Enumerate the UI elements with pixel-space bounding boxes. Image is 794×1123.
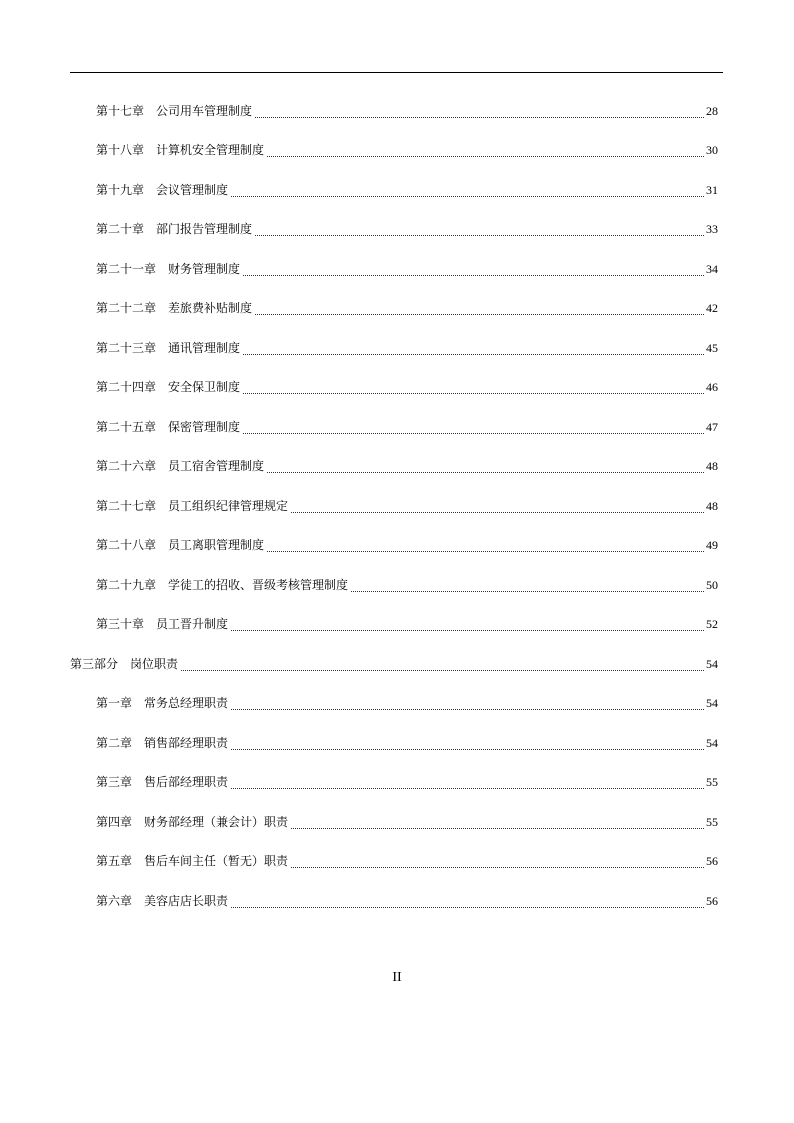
toc-entry-label: 第二十四章 安全保卫制度	[96, 380, 241, 395]
dot-leader	[255, 314, 704, 315]
toc-entry-page-number: 48	[706, 498, 718, 513]
toc-chapter-entry[interactable]	[0, 526, 794, 566]
table-of-contents	[0, 91, 794, 921]
toc-chapter-entry[interactable]	[0, 605, 794, 645]
dot-leader	[255, 117, 704, 118]
dot-leader	[291, 867, 704, 868]
toc-entry-label: 第三章 售后部经理职责	[96, 775, 229, 790]
toc-chapter-entry[interactable]	[0, 802, 794, 842]
toc-entry-label: 第二十一章 财务管理制度	[96, 261, 241, 276]
dot-leader	[255, 235, 704, 236]
toc-entry-label: 第五章 售后车间主任（暂无）职责	[96, 854, 289, 869]
toc-entry-label: 第二章 销售部经理职责	[96, 735, 229, 750]
toc-entry-label: 第四章 财务部经理（兼会计）职责	[96, 814, 289, 829]
toc-chapter-entry[interactable]	[0, 723, 794, 763]
toc-entry-page-number: 55	[706, 775, 718, 790]
toc-entry-page-number: 55	[706, 814, 718, 829]
dot-leader	[231, 196, 704, 197]
dot-leader	[243, 275, 704, 276]
toc-entry-page-number: 54	[706, 696, 718, 711]
toc-entry-label: 第二十三章 通讯管理制度	[96, 340, 241, 355]
toc-entry-page-number: 54	[706, 656, 718, 671]
toc-entry-page-number: 28	[706, 103, 718, 118]
toc-chapter-entry[interactable]	[0, 684, 794, 724]
toc-entry-page-number: 33	[706, 222, 718, 237]
dot-leader	[231, 907, 704, 908]
toc-chapter-entry[interactable]	[0, 447, 794, 487]
toc-chapter-entry[interactable]	[0, 842, 794, 882]
toc-entry-page-number: 52	[706, 617, 718, 632]
toc-entry-page-number: 47	[706, 419, 718, 434]
dot-leader	[291, 828, 704, 829]
toc-entry-page-number: 56	[706, 854, 718, 869]
toc-entry-page-number: 56	[706, 893, 718, 908]
dot-leader	[351, 591, 704, 592]
toc-chapter-entry[interactable]	[0, 170, 794, 210]
toc-chapter-entry[interactable]	[0, 486, 794, 526]
toc-entry-page-number: 34	[706, 261, 718, 276]
toc-chapter-entry[interactable]	[0, 407, 794, 447]
toc-entry-page-number: 49	[706, 538, 718, 553]
toc-chapter-entry[interactable]	[0, 763, 794, 803]
toc-entry-page-number: 50	[706, 577, 718, 592]
toc-entry-page-number: 46	[706, 380, 718, 395]
dot-leader	[267, 551, 704, 552]
toc-entry-label: 第六章 美容店店长职责	[96, 893, 229, 908]
dot-leader	[243, 354, 704, 355]
dot-leader	[243, 433, 704, 434]
toc-entry-label: 第十八章 计算机安全管理制度	[96, 143, 265, 158]
toc-chapter-entry[interactable]	[0, 210, 794, 250]
toc-chapter-entry[interactable]	[0, 289, 794, 329]
dot-leader	[291, 512, 704, 513]
dot-leader	[231, 749, 704, 750]
dot-leader	[267, 472, 704, 473]
toc-chapter-entry[interactable]	[0, 565, 794, 605]
toc-entry-label: 第二十章 部门报告管理制度	[96, 222, 253, 237]
toc-entry-label: 第十九章 会议管理制度	[96, 182, 229, 197]
toc-entry-label: 第一章 常务总经理职责	[96, 696, 229, 711]
toc-entry-label: 第三十章 员工晋升制度	[96, 617, 229, 632]
toc-chapter-entry[interactable]	[0, 131, 794, 171]
toc-entry-page-number: 54	[706, 735, 718, 750]
toc-entry-page-number: 42	[706, 301, 718, 316]
toc-entry-page-number: 30	[706, 143, 718, 158]
dot-leader	[231, 788, 704, 789]
toc-entry-label: 第二十九章 学徒工的招收、晋级考核管理制度	[96, 577, 349, 592]
toc-chapter-entry[interactable]	[0, 249, 794, 289]
header-rule	[70, 72, 723, 73]
dot-leader	[267, 156, 704, 157]
dot-leader	[231, 709, 704, 710]
toc-entry-page-number: 31	[706, 182, 718, 197]
dot-leader	[243, 393, 704, 394]
toc-entry-label: 第三部分 岗位职责	[70, 656, 179, 671]
toc-entry-label: 第十七章 公司用车管理制度	[96, 103, 253, 118]
dot-leader	[231, 630, 704, 631]
dot-leader	[181, 670, 704, 671]
toc-entry-label: 第二十二章 差旅费补贴制度	[96, 301, 253, 316]
toc-entry-label: 第二十七章 员工组织纪律管理规定	[96, 498, 289, 513]
toc-entry-label: 第二十六章 员工宿舍管理制度	[96, 459, 265, 474]
toc-part-entry[interactable]	[0, 644, 794, 684]
toc-entry-page-number: 45	[706, 340, 718, 355]
toc-entry-label: 第二十八章 员工离职管理制度	[96, 538, 265, 553]
toc-chapter-entry[interactable]	[0, 91, 794, 131]
toc-chapter-entry[interactable]	[0, 328, 794, 368]
toc-entry-page-number: 48	[706, 459, 718, 474]
toc-entry-label: 第二十五章 保密管理制度	[96, 419, 241, 434]
toc-chapter-entry[interactable]	[0, 881, 794, 921]
page-number: II	[392, 970, 402, 985]
toc-chapter-entry[interactable]	[0, 368, 794, 408]
